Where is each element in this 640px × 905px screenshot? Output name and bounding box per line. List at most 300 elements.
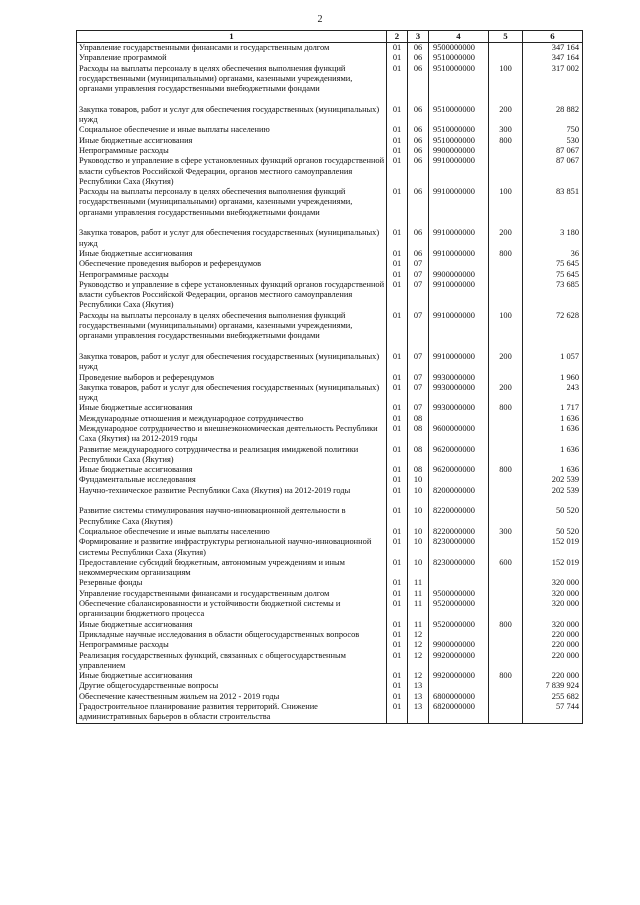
- row-target-article-cell: 9500000000: [429, 43, 489, 54]
- row-expense-type-cell: [489, 156, 523, 187]
- spacer-cell: [77, 94, 387, 104]
- row-amount-cell: 1 636: [523, 424, 583, 445]
- row-amount-cell: 75 645: [523, 270, 583, 280]
- table-row: [77, 630, 583, 640]
- row-name-cell: Непрограммные расходы: [77, 640, 387, 650]
- row-name-cell: Руководство и управление в сфере установленных функций органов государственной власти субъектов Российской Федерации, органов местного самоуправления Республики Саха (Якутия): [77, 156, 387, 187]
- row-amount-cell: 7 839 924: [523, 681, 583, 691]
- table-row: [77, 424, 583, 445]
- table-row: [77, 620, 583, 630]
- row-section-cell: 01: [387, 352, 408, 373]
- table-row: [77, 187, 583, 218]
- row-target-article-cell: [429, 259, 489, 269]
- row-section-cell: 01: [387, 681, 408, 691]
- row-subsection-cell: 07: [408, 280, 429, 311]
- table-row: [77, 578, 583, 588]
- row-target-article-cell: 9930000000: [429, 383, 489, 404]
- spacer-cell: [387, 496, 408, 506]
- budget-table: [76, 30, 583, 724]
- row-expense-type-cell: 800: [489, 465, 523, 475]
- row-name-cell: Формирование и развитие инфраструктуры региональной научно-инновационной системы Республики Саха (Якутия): [77, 537, 387, 558]
- table-row: [77, 373, 583, 383]
- row-expense-type-cell: 800: [489, 136, 523, 146]
- row-target-article-cell: 9620000000: [429, 445, 489, 466]
- row-section-cell: 01: [387, 403, 408, 413]
- row-section-cell: 01: [387, 383, 408, 404]
- row-amount-cell: 50 520: [523, 506, 583, 527]
- spacer-cell: [489, 342, 523, 352]
- row-target-article-cell: 9520000000: [429, 599, 489, 620]
- row-section-cell: 01: [387, 136, 408, 146]
- row-section-cell: 01: [387, 64, 408, 95]
- row-subsection-cell: 13: [408, 692, 429, 702]
- spacer-cell: [429, 94, 489, 104]
- row-name-cell: Закупка товаров, работ и услуг для обеспечения государственных (муниципальных) нужд: [77, 228, 387, 249]
- row-name-cell: Управление государственными финансами и государственным долгом: [77, 589, 387, 599]
- row-amount-cell: 83 851: [523, 187, 583, 218]
- table-row: [77, 53, 583, 63]
- table-row: [77, 640, 583, 650]
- row-amount-cell: 320 000: [523, 589, 583, 599]
- row-section-cell: 01: [387, 702, 408, 723]
- row-expense-type-cell: [489, 537, 523, 558]
- table-row: [77, 105, 583, 126]
- row-section-cell: 01: [387, 53, 408, 63]
- row-name-cell: Закупка товаров, работ и услуг для обеспечения государственных (муниципальных) нужд: [77, 105, 387, 126]
- row-subsection-cell: 06: [408, 249, 429, 259]
- row-amount-cell: 1 960: [523, 373, 583, 383]
- header-row: [77, 31, 583, 43]
- table-row: [77, 270, 583, 280]
- table-row: [77, 156, 583, 187]
- row-target-article-cell: 9910000000: [429, 156, 489, 187]
- spacer-cell: [429, 342, 489, 352]
- table-row: [77, 506, 583, 527]
- row-section-cell: 01: [387, 578, 408, 588]
- table-row: [77, 486, 583, 496]
- row-subsection-cell: 08: [408, 465, 429, 475]
- table-row: [77, 311, 583, 342]
- row-name-cell: Обеспечение сбалансированности и устойчивости бюджетной системы и организации бюджетного процесса: [77, 599, 387, 620]
- row-expense-type-cell: [489, 414, 523, 424]
- row-subsection-cell: 06: [408, 136, 429, 146]
- table-row: [77, 146, 583, 156]
- row-name-cell: Резервные фонды: [77, 578, 387, 588]
- table-row: [77, 465, 583, 475]
- row-expense-type-cell: [489, 640, 523, 650]
- row-target-article-cell: 9910000000: [429, 352, 489, 373]
- spacer-cell: [489, 218, 523, 228]
- row-amount-cell: 72 628: [523, 311, 583, 342]
- row-amount-cell: 57 744: [523, 702, 583, 723]
- row-name-cell: Проведение выборов и референдумов: [77, 373, 387, 383]
- row-section-cell: 01: [387, 589, 408, 599]
- spacer-cell: [408, 218, 429, 228]
- row-name-cell: Обеспечение проведения выборов и референдумов: [77, 259, 387, 269]
- row-expense-type-cell: [489, 259, 523, 269]
- spacer-cell: [408, 94, 429, 104]
- page-number: 2: [317, 14, 323, 25]
- header-col-2: 2: [387, 31, 408, 43]
- row-expense-type-cell: [489, 630, 523, 640]
- row-section-cell: 01: [387, 486, 408, 496]
- row-name-cell: Социальное обеспечение и иные выплаты населению: [77, 125, 387, 135]
- row-target-article-cell: 8230000000: [429, 558, 489, 579]
- row-subsection-cell: 12: [408, 651, 429, 672]
- row-subsection-cell: 10: [408, 475, 429, 485]
- row-subsection-cell: 11: [408, 620, 429, 630]
- row-section-cell: 01: [387, 527, 408, 537]
- row-subsection-cell: 10: [408, 537, 429, 558]
- row-target-article-cell: 8220000000: [429, 527, 489, 537]
- row-expense-type-cell: 300: [489, 125, 523, 135]
- spacer-cell: [387, 94, 408, 104]
- row-target-article-cell: 9510000000: [429, 53, 489, 63]
- row-section-cell: 01: [387, 599, 408, 620]
- row-section-cell: 01: [387, 640, 408, 650]
- table-row: [77, 671, 583, 681]
- row-section-cell: 01: [387, 671, 408, 681]
- row-amount-cell: 347 164: [523, 53, 583, 63]
- row-section-cell: 01: [387, 373, 408, 383]
- row-subsection-cell: 06: [408, 228, 429, 249]
- row-section-cell: 01: [387, 630, 408, 640]
- row-subsection-cell: 06: [408, 105, 429, 126]
- row-amount-cell: 347 164: [523, 43, 583, 54]
- table-row: [77, 64, 583, 95]
- row-name-cell: Иные бюджетные ассигнования: [77, 403, 387, 413]
- row-section-cell: 01: [387, 249, 408, 259]
- row-target-article-cell: 6800000000: [429, 692, 489, 702]
- row-expense-type-cell: 200: [489, 105, 523, 126]
- row-amount-cell: 220 000: [523, 651, 583, 672]
- row-amount-cell: 1 636: [523, 414, 583, 424]
- row-target-article-cell: 8200000000: [429, 486, 489, 496]
- row-subsection-cell: 13: [408, 702, 429, 723]
- spacer-cell: [523, 94, 583, 104]
- row-name-cell: Иные бюджетные ассигнования: [77, 465, 387, 475]
- row-name-cell: Управление государственными финансами и государственным долгом: [77, 43, 387, 54]
- row-section-cell: 01: [387, 537, 408, 558]
- row-subsection-cell: 07: [408, 373, 429, 383]
- row-subsection-cell: 06: [408, 146, 429, 156]
- row-expense-type-cell: [489, 692, 523, 702]
- row-target-article-cell: 9510000000: [429, 125, 489, 135]
- row-target-article-cell: 9910000000: [429, 311, 489, 342]
- row-name-cell: Международное сотрудничество и внешнеэкономическая деятельность Республики Саха (Якутия) на 2012-2019 годы: [77, 424, 387, 445]
- row-spacer: [77, 94, 583, 104]
- row-amount-cell: 87 067: [523, 156, 583, 187]
- spacer-cell: [387, 218, 408, 228]
- row-target-article-cell: 8230000000: [429, 537, 489, 558]
- row-section-cell: 01: [387, 475, 408, 485]
- table-row: [77, 136, 583, 146]
- row-amount-cell: 1 636: [523, 445, 583, 466]
- table-row: [77, 702, 583, 723]
- row-subsection-cell: 06: [408, 187, 429, 218]
- row-spacer: [77, 496, 583, 506]
- row-subsection-cell: 08: [408, 424, 429, 445]
- row-amount-cell: 202 539: [523, 475, 583, 485]
- row-subsection-cell: 11: [408, 578, 429, 588]
- table-row: [77, 651, 583, 672]
- row-section-cell: 01: [387, 651, 408, 672]
- row-target-article-cell: 9900000000: [429, 270, 489, 280]
- row-subsection-cell: 07: [408, 270, 429, 280]
- row-amount-cell: 243: [523, 383, 583, 404]
- row-amount-cell: 50 520: [523, 527, 583, 537]
- row-target-article-cell: 9920000000: [429, 671, 489, 681]
- row-expense-type-cell: [489, 506, 523, 527]
- spacer-cell: [408, 496, 429, 506]
- row-spacer: [77, 342, 583, 352]
- row-subsection-cell: 10: [408, 558, 429, 579]
- row-subsection-cell: 06: [408, 125, 429, 135]
- row-subsection-cell: 06: [408, 53, 429, 63]
- spacer-cell: [429, 496, 489, 506]
- row-subsection-cell: 08: [408, 414, 429, 424]
- table-row: [77, 692, 583, 702]
- row-amount-cell: 320 000: [523, 599, 583, 620]
- spacer-cell: [77, 496, 387, 506]
- row-section-cell: 01: [387, 506, 408, 527]
- table-body: [77, 43, 583, 724]
- row-subsection-cell: 07: [408, 383, 429, 404]
- row-spacer: [77, 218, 583, 228]
- row-target-article-cell: 9910000000: [429, 280, 489, 311]
- row-name-cell: Расходы на выплаты персоналу в целях обеспечения выполнения функций государственными (муниципальными) органами, казенными учреждениями, органами управления государственными внебюджетными фондами: [77, 64, 387, 95]
- table-row: [77, 445, 583, 466]
- row-target-article-cell: [429, 578, 489, 588]
- row-amount-cell: 75 645: [523, 259, 583, 269]
- row-name-cell: Расходы на выплаты персоналу в целях обеспечения выполнения функций государственными (муниципальными) органами, казенными учреждениями, органами управления государственными внебюджетными фондами: [77, 187, 387, 218]
- table-row: [77, 125, 583, 135]
- row-expense-type-cell: 200: [489, 383, 523, 404]
- row-target-article-cell: [429, 475, 489, 485]
- row-subsection-cell: 10: [408, 527, 429, 537]
- row-expense-type-cell: 800: [489, 403, 523, 413]
- row-expense-type-cell: [489, 681, 523, 691]
- spacer-cell: [523, 218, 583, 228]
- row-name-cell: Социальное обеспечение и иные выплаты населению: [77, 527, 387, 537]
- row-subsection-cell: 07: [408, 311, 429, 342]
- row-target-article-cell: 8220000000: [429, 506, 489, 527]
- row-target-article-cell: 9510000000: [429, 64, 489, 95]
- row-amount-cell: 1 717: [523, 403, 583, 413]
- row-amount-cell: 255 682: [523, 692, 583, 702]
- table-row: [77, 414, 583, 424]
- table-row: [77, 383, 583, 404]
- table-row: [77, 280, 583, 311]
- row-name-cell: Научно-техническое развитие Республики Саха (Якутия) на 2012-2019 годы: [77, 486, 387, 496]
- row-name-cell: Градостроительное планирование развития территорий. Снижение административных барьеров в области строительства: [77, 702, 387, 723]
- row-target-article-cell: 6820000000: [429, 702, 489, 723]
- spacer-cell: [77, 342, 387, 352]
- row-amount-cell: 317 002: [523, 64, 583, 95]
- row-amount-cell: 220 000: [523, 630, 583, 640]
- row-section-cell: 01: [387, 424, 408, 445]
- spacer-cell: [523, 342, 583, 352]
- row-amount-cell: 152 019: [523, 537, 583, 558]
- row-section-cell: 01: [387, 465, 408, 475]
- table-row: [77, 527, 583, 537]
- row-section-cell: 01: [387, 125, 408, 135]
- row-target-article-cell: 9930000000: [429, 373, 489, 383]
- row-expense-type-cell: 200: [489, 352, 523, 373]
- row-name-cell: Обеспечение качественным жильем на 2012 - 2019 годы: [77, 692, 387, 702]
- row-name-cell: Закупка товаров, работ и услуг для обеспечения государственных (муниципальных) нужд: [77, 383, 387, 404]
- row-section-cell: 01: [387, 280, 408, 311]
- spacer-cell: [489, 496, 523, 506]
- row-expense-type-cell: [489, 599, 523, 620]
- row-name-cell: Прикладные научные исследования в области общегосударственных вопросов: [77, 630, 387, 640]
- row-subsection-cell: 12: [408, 640, 429, 650]
- row-subsection-cell: 07: [408, 352, 429, 373]
- row-target-article-cell: [429, 414, 489, 424]
- row-name-cell: Управление программой: [77, 53, 387, 63]
- row-subsection-cell: 12: [408, 630, 429, 640]
- row-target-article-cell: 9920000000: [429, 651, 489, 672]
- row-name-cell: Фундаментальные исследования: [77, 475, 387, 485]
- row-amount-cell: 1 636: [523, 465, 583, 475]
- row-subsection-cell: 07: [408, 403, 429, 413]
- row-section-cell: 01: [387, 228, 408, 249]
- row-amount-cell: 202 539: [523, 486, 583, 496]
- row-amount-cell: 28 882: [523, 105, 583, 126]
- row-name-cell: Развитие системы стимулирования научно-инновационной деятельности в Республике Саха (Якутия): [77, 506, 387, 527]
- header-col-1: 1: [77, 31, 387, 43]
- row-amount-cell: 320 000: [523, 620, 583, 630]
- table-row: [77, 43, 583, 54]
- row-name-cell: Международные отношения и международное сотрудничество: [77, 414, 387, 424]
- row-expense-type-cell: [489, 475, 523, 485]
- row-target-article-cell: 9910000000: [429, 249, 489, 259]
- row-name-cell: Развитие международного сотрудничества и реализация имиджевой политики Республики Саха (Якутия): [77, 445, 387, 466]
- row-target-article-cell: 9510000000: [429, 105, 489, 126]
- row-target-article-cell: 9510000000: [429, 136, 489, 146]
- row-target-article-cell: 9910000000: [429, 228, 489, 249]
- row-expense-type-cell: 200: [489, 228, 523, 249]
- row-section-cell: 01: [387, 146, 408, 156]
- row-name-cell: Иные бюджетные ассигнования: [77, 136, 387, 146]
- row-section-cell: 01: [387, 692, 408, 702]
- table-row: [77, 537, 583, 558]
- row-expense-type-cell: 800: [489, 671, 523, 681]
- row-subsection-cell: 06: [408, 64, 429, 95]
- row-section-cell: 01: [387, 445, 408, 466]
- row-target-article-cell: 9900000000: [429, 146, 489, 156]
- row-expense-type-cell: 800: [489, 620, 523, 630]
- row-subsection-cell: 12: [408, 671, 429, 681]
- row-target-article-cell: [429, 681, 489, 691]
- row-section-cell: 01: [387, 270, 408, 280]
- table-row: [77, 589, 583, 599]
- row-amount-cell: 750: [523, 125, 583, 135]
- row-name-cell: Иные бюджетные ассигнования: [77, 620, 387, 630]
- table-row: [77, 403, 583, 413]
- row-expense-type-cell: 100: [489, 64, 523, 95]
- row-target-article-cell: [429, 630, 489, 640]
- row-expense-type-cell: 100: [489, 311, 523, 342]
- row-subsection-cell: 06: [408, 156, 429, 187]
- row-name-cell: Непрограммные расходы: [77, 146, 387, 156]
- row-name-cell: Иные бюджетные ассигнования: [77, 671, 387, 681]
- table-row: [77, 249, 583, 259]
- row-expense-type-cell: [489, 486, 523, 496]
- row-target-article-cell: 9900000000: [429, 640, 489, 650]
- row-expense-type-cell: 300: [489, 527, 523, 537]
- row-amount-cell: 152 019: [523, 558, 583, 579]
- row-amount-cell: 320 000: [523, 578, 583, 588]
- row-subsection-cell: 06: [408, 43, 429, 54]
- row-section-cell: 01: [387, 105, 408, 126]
- row-section-cell: 01: [387, 558, 408, 579]
- row-expense-type-cell: [489, 270, 523, 280]
- row-name-cell: Другие общегосударственные вопросы: [77, 681, 387, 691]
- row-target-article-cell: 9930000000: [429, 403, 489, 413]
- row-section-cell: 01: [387, 259, 408, 269]
- row-target-article-cell: 9520000000: [429, 620, 489, 630]
- row-amount-cell: 530: [523, 136, 583, 146]
- row-section-cell: 01: [387, 187, 408, 218]
- row-expense-type-cell: [489, 651, 523, 672]
- row-subsection-cell: 10: [408, 486, 429, 496]
- table-row: [77, 599, 583, 620]
- header-col-6: 6: [523, 31, 583, 43]
- row-section-cell: 01: [387, 620, 408, 630]
- row-target-article-cell: 9910000000: [429, 187, 489, 218]
- row-target-article-cell: 9600000000: [429, 424, 489, 445]
- row-expense-type-cell: [489, 445, 523, 466]
- spacer-cell: [387, 342, 408, 352]
- row-amount-cell: 36: [523, 249, 583, 259]
- row-name-cell: Непрограммные расходы: [77, 270, 387, 280]
- row-expense-type-cell: [489, 373, 523, 383]
- spacer-cell: [408, 342, 429, 352]
- row-name-cell: Закупка товаров, работ и услуг для обеспечения государственных (муниципальных) нужд: [77, 352, 387, 373]
- row-target-article-cell: 9620000000: [429, 465, 489, 475]
- row-amount-cell: 73 685: [523, 280, 583, 311]
- row-section-cell: 01: [387, 156, 408, 187]
- spacer-cell: [429, 218, 489, 228]
- table-row: [77, 259, 583, 269]
- row-subsection-cell: 08: [408, 445, 429, 466]
- row-expense-type-cell: [489, 146, 523, 156]
- row-section-cell: 01: [387, 43, 408, 54]
- row-subsection-cell: 10: [408, 506, 429, 527]
- row-expense-type-cell: [489, 53, 523, 63]
- header-col-3: 3: [408, 31, 429, 43]
- row-subsection-cell: 07: [408, 259, 429, 269]
- row-subsection-cell: 11: [408, 599, 429, 620]
- spacer-cell: [523, 496, 583, 506]
- row-amount-cell: 87 067: [523, 146, 583, 156]
- row-expense-type-cell: [489, 43, 523, 54]
- table-row: [77, 681, 583, 691]
- row-expense-type-cell: [489, 702, 523, 723]
- row-expense-type-cell: 100: [489, 187, 523, 218]
- row-amount-cell: 1 057: [523, 352, 583, 373]
- row-target-article-cell: 9500000000: [429, 589, 489, 599]
- spacer-cell: [489, 94, 523, 104]
- header-col-5: 5: [489, 31, 523, 43]
- row-name-cell: Иные бюджетные ассигнования: [77, 249, 387, 259]
- row-amount-cell: 220 000: [523, 671, 583, 681]
- row-amount-cell: 3 180: [523, 228, 583, 249]
- table-row: [77, 228, 583, 249]
- row-name-cell: Расходы на выплаты персоналу в целях обеспечения выполнения функций государственными (муниципальными) органами, казенными учреждениями, органами управления государственными внебюджетными фондами: [77, 311, 387, 342]
- row-expense-type-cell: [489, 280, 523, 311]
